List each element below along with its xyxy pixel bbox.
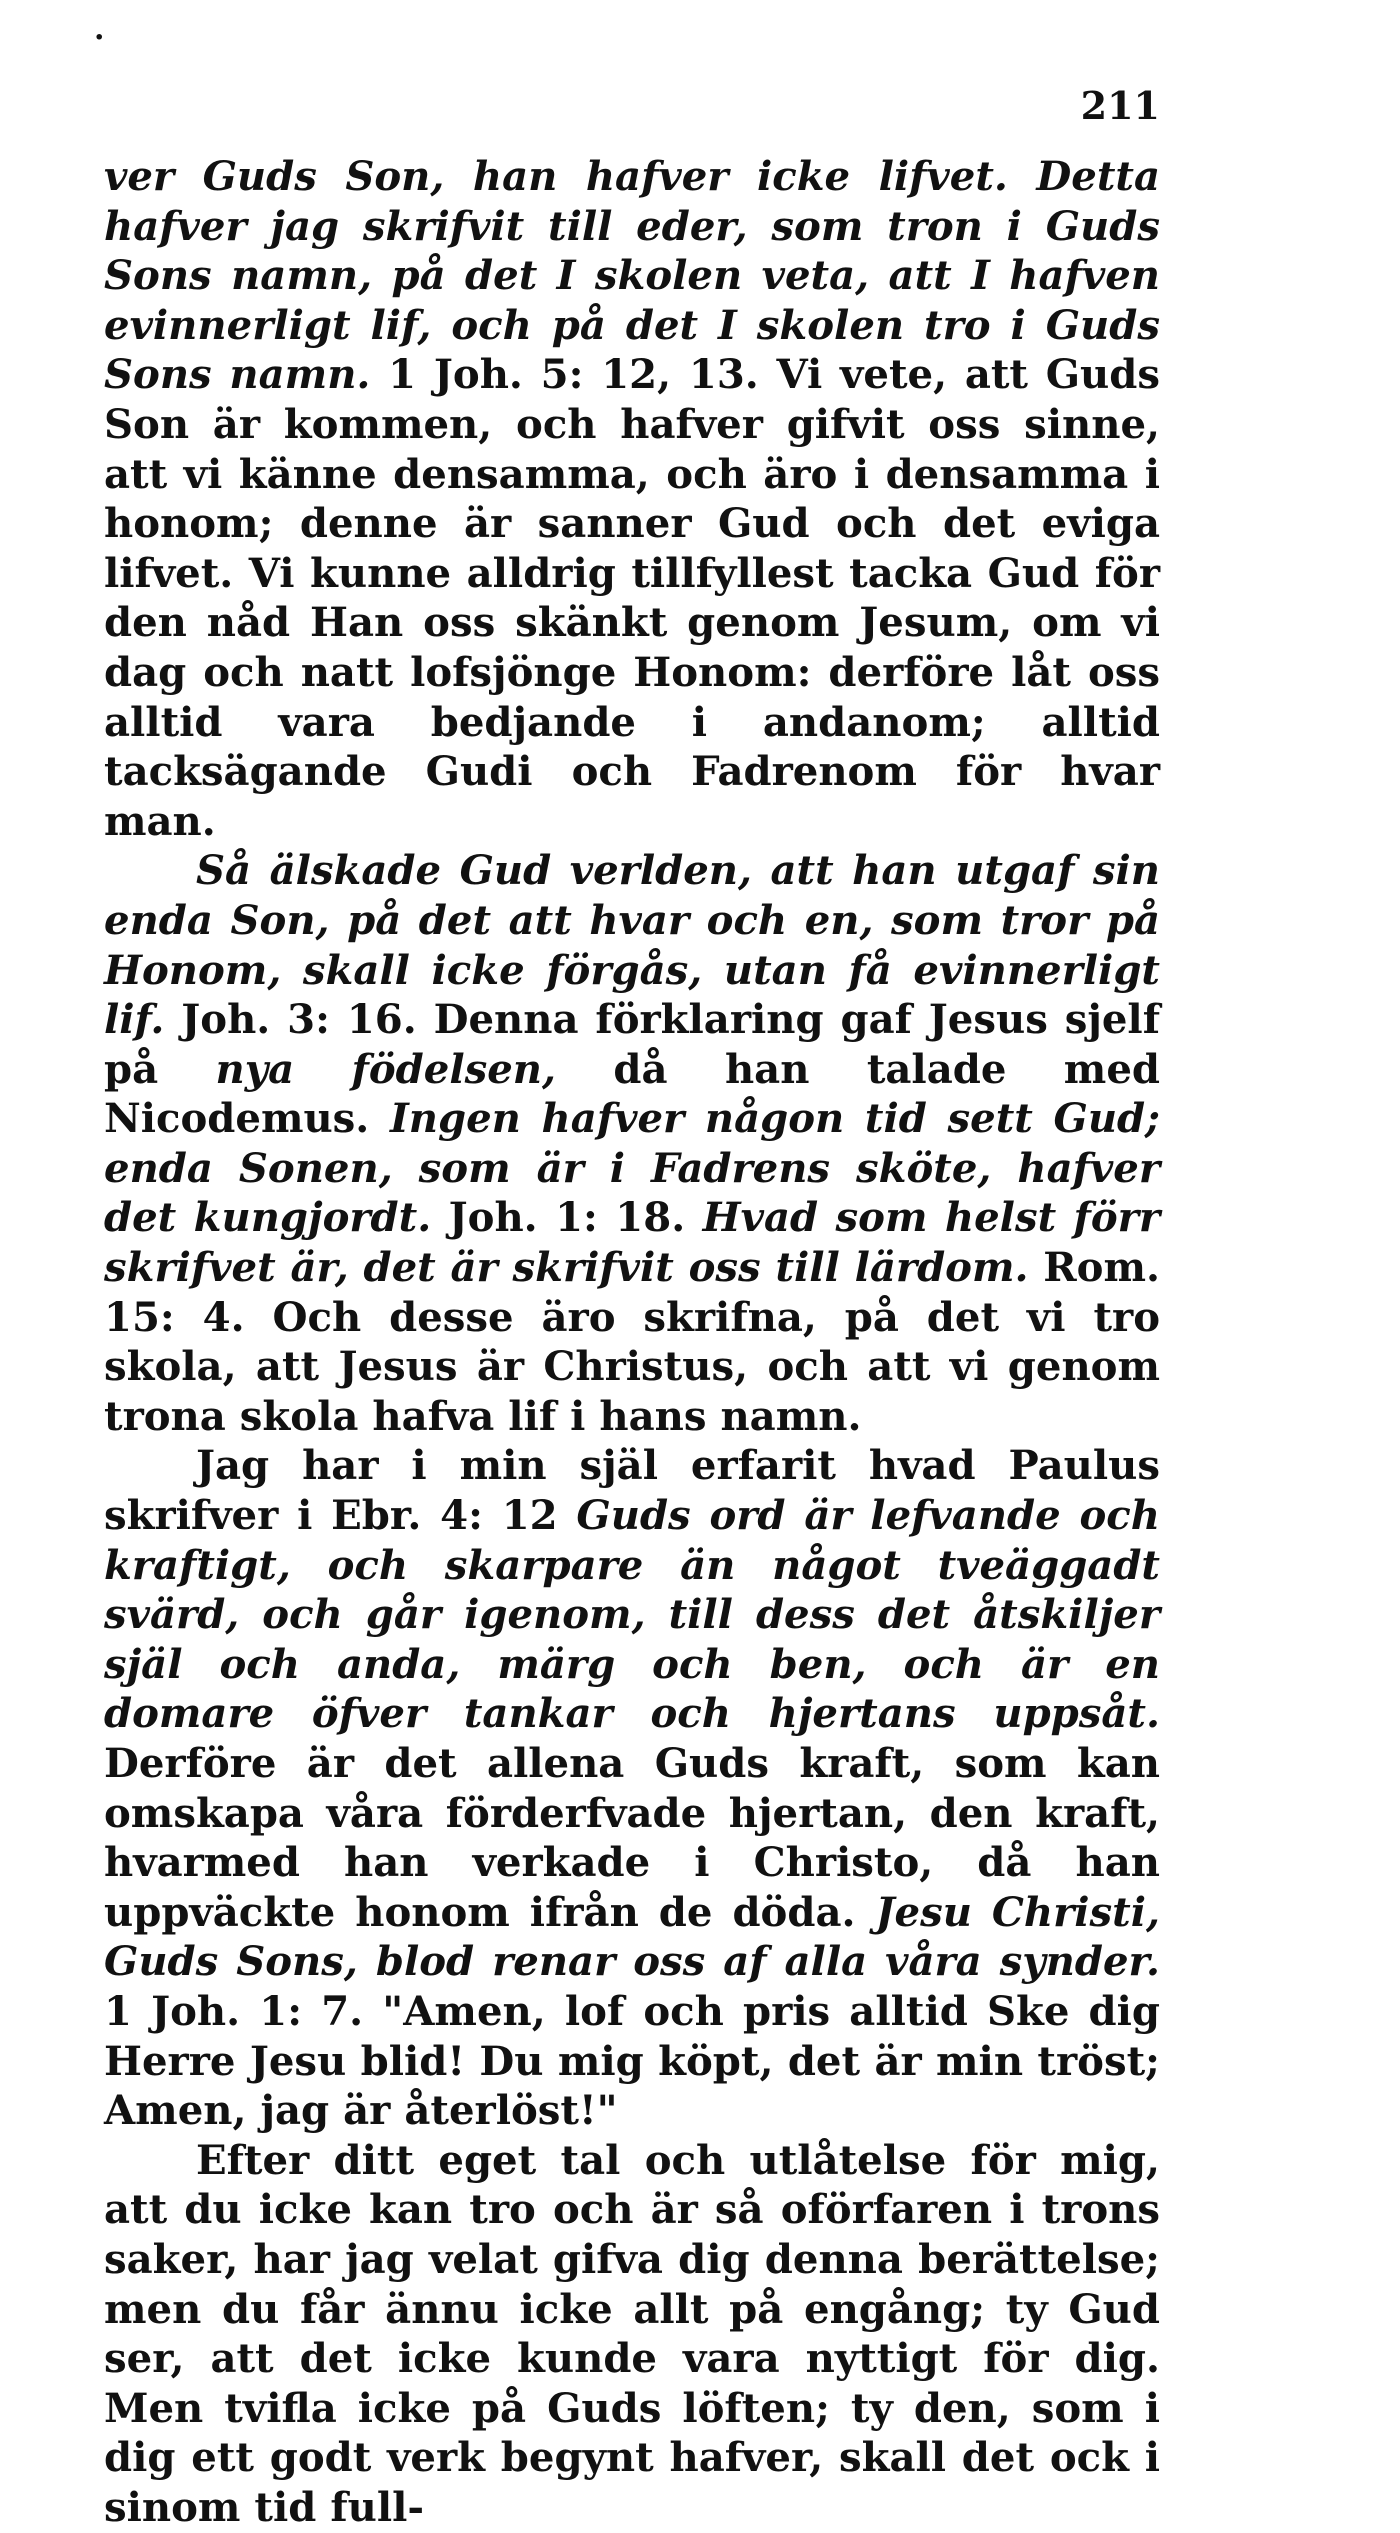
text-regular: Efter ditt eget tal och utlåtelse för mig, att du icke kan tro och är så oförfaren i trons saker, har jag velat gifva dig denna berättelse; men du får ännu icke allt på engång; ty Gud ser, att det icke kunde vara nyttigt för dig. Men tvifla icke på Guds löften; ty den, som i dig ett godt verk begynt hafver, skall det ock i sinom tid full- — [104, 2136, 1160, 2531]
text-italic: nya födelsen, — [215, 1045, 556, 1093]
paragraph-2 — [104, 846, 1160, 1441]
text-italic: ver Guds Son, han hafver icke lifvet. Detta hafver jag skrifvit till eder, som tron i Guds Sons namn, på det I skolen veta, att I hafven evinnerligt lif, och på det I skolen tro i Guds Sons namn. — [104, 153, 1160, 399]
text-regular: 1 Joh. 5: 12, 13. Vi vete, att Guds Son är kommen, och hafver gifvit oss sinne, att vi känne densamma, och äro i densamma i honom; denne är sanner Gud och det eviga lifvet. Vi kunne alldrig tillfyllest tacka Gud för den nåd Han oss skänkt genom Jesum, om vi dag och natt lofsjönge Honom: derföre låt oss alltid vara bedjande i andanom; alltid tacksägande Gudi och Fadrenom för hvar man. — [104, 351, 1160, 845]
book-page — [104, 83, 1160, 2533]
paragraph-3 — [104, 1441, 1160, 2135]
page-marker: · — [94, 20, 105, 55]
paragraph-1 — [104, 152, 1160, 846]
text-regular: Joh. 3: 16. Denna förklaring gaf Jesus sjelf på — [104, 996, 1160, 1093]
text-regular: Derföre är det allena Guds kraft, som kan omskapa våra förderfvade hjertan, den kraft, hvarmed han verkade i Christo, då han uppväckte honom ifrån de döda. — [104, 1740, 1160, 1936]
text-regular: Rom. 15: 4. Och desse äro skrifna, på det vi tro skola, att Jesus är Christus, och att vi genom trona skola hafva lif i hans namn. — [104, 1244, 1160, 1440]
text-italic: Jesu Christi, Guds Sons, blod renar oss af alla våra synder. — [104, 1888, 1160, 1986]
text-italic: Ingen hafver någon tid sett Gud; enda Sonen, som är i Fadrens sköte, hafver det kungjordt. — [104, 1095, 1160, 1242]
text-italic: Så älskade Gud verlden, att han utgaf sin enda Son, på det att hvar och en, som tror på Honom, skall icke förgås, utan få evinnerligt lif. — [104, 847, 1160, 1044]
text-regular: då han talade med Nicodemus. — [104, 1045, 1160, 1143]
text-regular: Jag har i min själ erfarit hvad Paulus skrifver i Ebr. 4: 12 — [104, 1442, 1160, 1540]
text-italic: Guds ord är lefvande och kraftigt, och skarpare än något tveäggadt svärd, och går igenom, till dess det åtskiljer själ och anda, märg och ben, och är en domare öfver tankar och hjertans uppsåt. — [104, 1492, 1160, 1738]
page-number: 211 — [1080, 83, 1160, 128]
text-regular: 1 Joh. 1: 7. "Amen, lof och pris alltid Ske dig Herre Jesu blid! Du mig köpt, det är min tröst; Amen, jag är återlöst!" — [104, 1987, 1160, 2135]
text-italic: Hvad som helst förr skrifvet är, det är skrifvit oss till lärdom. — [104, 1194, 1160, 1292]
text-regular: Joh. 1: 18. — [431, 1194, 703, 1242]
paragraph-4 — [104, 2136, 1160, 2533]
